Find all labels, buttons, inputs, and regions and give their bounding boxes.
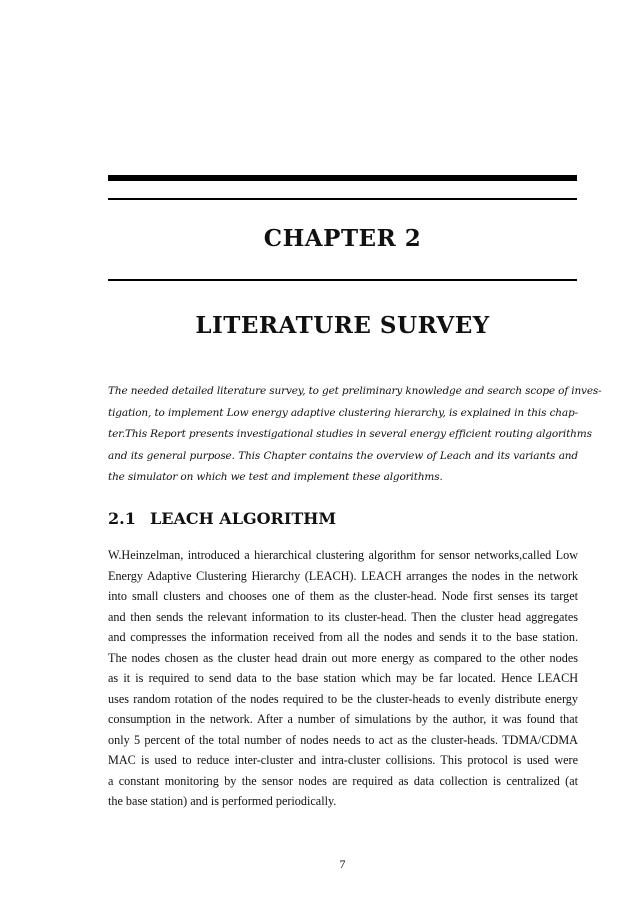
body-line: W.Heinzelman, introduced a hierarchical clustering algorithm for sensor networks,called Low xyxy=(108,548,578,562)
intro-line: the simulator on which we test and implement these algorithms. xyxy=(108,471,443,483)
body-paragraph xyxy=(108,545,578,812)
body-line: into small clusters and chooses one of them as the cluster-head. Node first senses its target xyxy=(108,589,578,603)
body-line: MAC is used to reduce inter-cluster and intra-cluster collisions. This protocol is used were xyxy=(108,753,578,767)
intro-line: ter.This Report presents investigational studies in several energy efficient routing algorithms xyxy=(108,428,592,440)
intro-line: and its general purpose. This Chapter contains the overview of Leach and its variants and xyxy=(108,449,578,462)
body-line: and then sends the relevant information to its cluster-head. Then the cluster head aggregates xyxy=(108,609,578,624)
body-line: the base station) and is performed periodically. xyxy=(108,794,337,808)
page-number: 7 xyxy=(339,857,346,871)
body-line: only 5 percent of the total number of nodes needs to act as the cluster-heads. TDMA/CDMA xyxy=(108,732,578,747)
body-line: a constant monitoring by the sensor nodes are required as data collection is centralized (at xyxy=(108,773,578,788)
body-line: as it is required to send data to the base station which may be far located. Hence LEACH xyxy=(108,671,578,685)
chapter-divider-rule xyxy=(108,279,577,281)
intro-line: The needed detailed literature survey, to get preliminary knowledge and search scope of inves- xyxy=(108,385,602,397)
intro-line: tigation, to implement Low energy adaptive clustering hierarchy, is explained in this chap- xyxy=(108,406,578,419)
body-line: The nodes chosen as the cluster head drain out more energy as compared to the other nodes xyxy=(108,650,578,665)
chapter-label: CHAPTER 2 xyxy=(263,225,422,252)
section-title: LEACH ALGORITHM xyxy=(150,509,337,528)
top-thin-rule xyxy=(108,198,577,200)
body-line: Energy Adaptive Clustering Hierarchy (LEACH). LEACH arranges the nodes in the network xyxy=(108,568,578,583)
body-line: uses random rotation of the nodes required to be the cluster-heads to evenly distribute energy xyxy=(108,691,578,706)
section-number: 2.1 xyxy=(108,509,136,528)
section-heading xyxy=(108,509,577,528)
chapter-title: LITERATURE SURVEY xyxy=(195,312,490,339)
top-thick-rule xyxy=(108,175,577,181)
body-line: and compresses the information received from all the nodes and sends it to the base station. xyxy=(108,630,578,644)
body-line: consumption in the network. After a number of simulations by the author, it was found that xyxy=(108,712,578,726)
intro-paragraph xyxy=(108,381,602,489)
